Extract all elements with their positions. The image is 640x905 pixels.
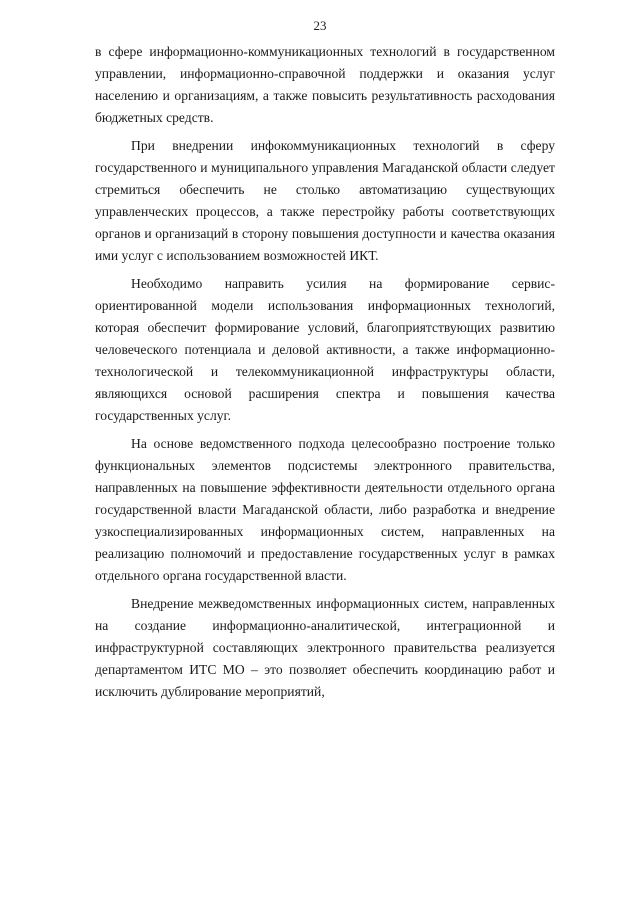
paragraph-departmental-approach: На основе ведомственного подхода целесообразно построение только функциональных элементов подсистемы электронного правительства, направленных на повышение эффективности деятельности отдельного органа государственной власти Магаданской области, либо разработка и внедрение узкоспециализированных информационных систем, направленных на реализацию полномочий и предоставление государственных услуг в рамках отдельного органа государственной власти. [95,436,555,583]
document-body [95,41,555,709]
page-number: 23 [313,18,327,33]
paragraph-interagency-systems: Внедрение межведомственных информационных систем, направленных на создание информационно-аналитической, интеграционной и инфраструктурной составляющих электронного правительства реализуется департаментом ИТС МО – это позволяет обеспечить координацию работ и исключить дублирование мероприятий, [95,596,555,699]
paragraph-continuation: в сфере информационно-коммуникационных технологий в государственном управлении, информационно-справочной поддержки и оказания услуг населению и организациям, а также повысить результативность расходования бюджетных средств. [95,44,555,125]
paragraph-ict-implementation: При внедрении инфокоммуникационных технологий в сферу государственного и муниципального управления Магаданской области следует стремиться обеспечить не столько автоматизацию существующих управленческих процессов, а также перестройку работы соответствующих органов и организаций в сторону повышения доступности и качества оказания ими услуг с использованием возможностей ИКТ. [95,138,555,263]
paragraph-service-model: Необходимо направить усилия на формирование сервис-ориентированной модели использования информационных технологий, которая обеспечит формирование условий, благоприятствующих развитию человеческого потенциала и деловой активности, а также информационно-технологической и телекоммуникационной инфраструктуры области, являющихся основой расширения спектра и повышения качества государственных услуг. [95,276,555,423]
